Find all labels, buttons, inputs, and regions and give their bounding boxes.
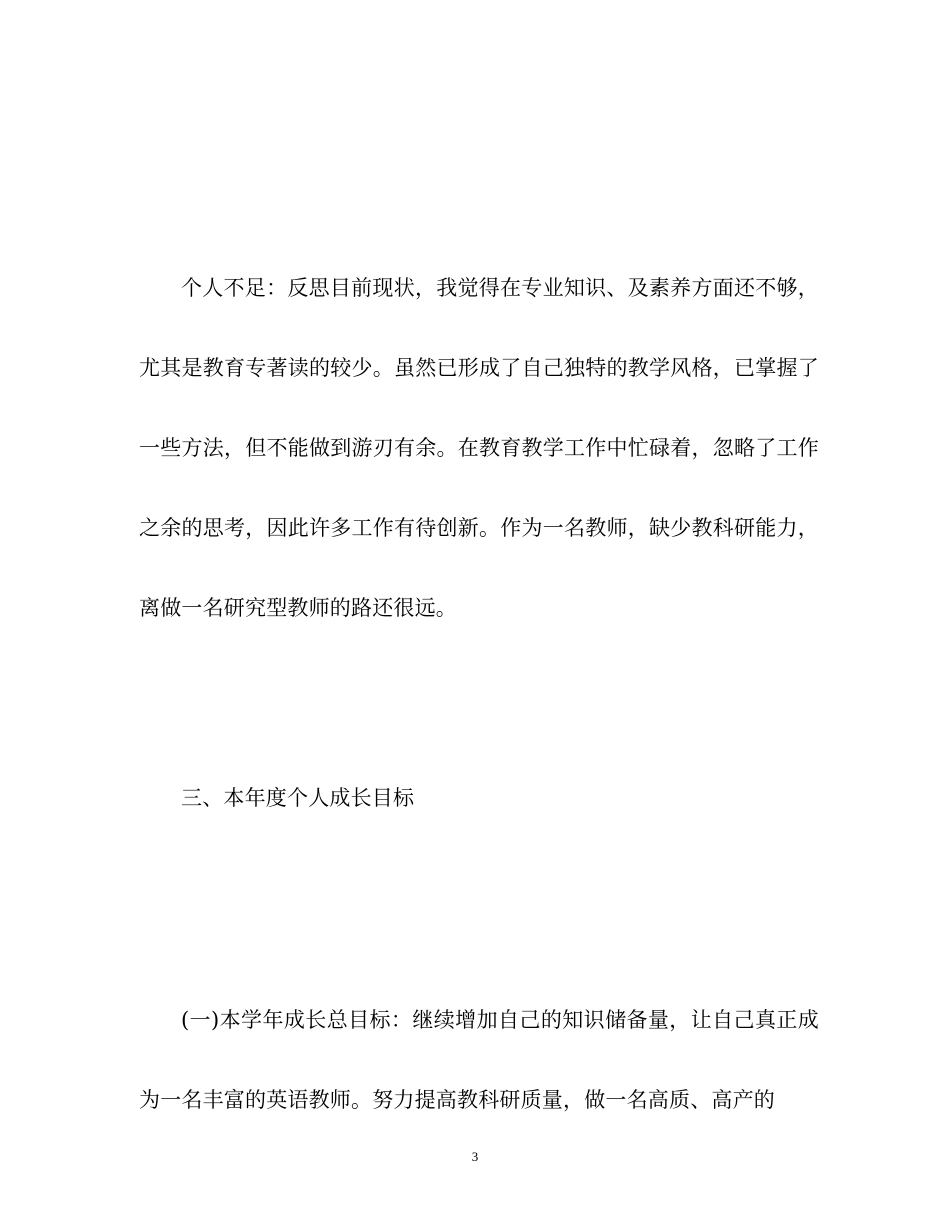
section-heading-growth-goals: 三、本年度个人成长目标 xyxy=(181,786,415,810)
paragraph-overall-goal: (一)本学年成长总目标：继续增加自己的知识储备量，让自己真正成为一名丰富的英语教师。努力提高教科研质量，做一名高质、高产的 xyxy=(139,1008,819,1112)
paragraph-personal-shortcomings: 个人不足：反思目前现状，我觉得在专业知识、及素养方面还不够，尤其是教育专著读的较少。虽然已形成了自己独特的教学风格，已掌握了一些方法，但不能做到游刃有余。在教育教学工作中忙碌着，忽略了工作之余的思考，因此许多工作有待创新。作为一名教师，缺少教科研能力，离做一名研究型教师的路还很远。 xyxy=(139,276,819,620)
page-number: 3 xyxy=(471,1149,479,1164)
